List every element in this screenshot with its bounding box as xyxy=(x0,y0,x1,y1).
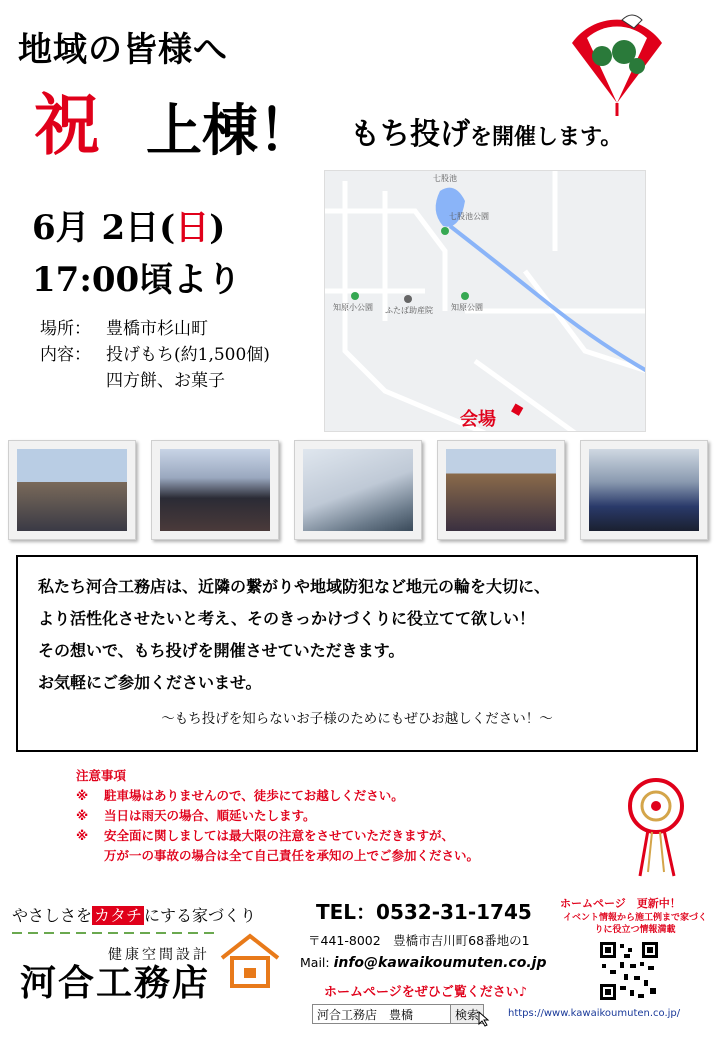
message-line: より活性化させたいと考え、そのきっかけづくりに役立てて欲しい！ xyxy=(38,609,535,628)
content-row-2 xyxy=(40,368,270,394)
caution-item: 万が一の事故の場合は全て自己責任を承知の上でご参加ください。 xyxy=(104,848,480,863)
mochi-title xyxy=(350,117,623,152)
leaf-divider-icon xyxy=(12,926,218,940)
event-time: 17:00頃より xyxy=(32,260,242,300)
message-line: お気軽にご参加くださいませ。 xyxy=(38,673,262,692)
telephone: TEL：0532-31-1745 xyxy=(316,900,532,924)
caution-section xyxy=(76,766,479,866)
caution-title: 注意事項 xyxy=(76,768,127,783)
map-label-park1: 七股池公園 xyxy=(449,212,489,221)
date-prefix: 6月 2日( xyxy=(32,208,176,248)
caution-item: ※ 駐車場はありませんので、徒歩にてお越しください。 xyxy=(76,788,404,803)
place-value: 豊橋市杉山町 xyxy=(106,319,208,339)
photo-strip xyxy=(8,440,708,540)
content-value: 投げもち(約1,500個) xyxy=(106,345,270,365)
house-logo-icon xyxy=(218,930,282,990)
map-label-park2: 知原小公園 xyxy=(333,303,373,312)
website-url[interactable]: https://www.kawaikoumuten.co.jp/ xyxy=(508,1008,681,1019)
mochi-main: もち投げ xyxy=(350,117,470,152)
event-photo xyxy=(151,440,279,540)
mochi-rest: を開催します。 xyxy=(470,125,623,150)
message-box xyxy=(16,555,698,752)
homepage-invite: ホームページをぜひご覧ください♪ xyxy=(324,985,528,1000)
homepage-description: イベント情報から施工例まで家づくりに役立つ情報満載 xyxy=(562,913,707,935)
venue-label: 会場 xyxy=(460,409,496,430)
company-name: 河合工務店 xyxy=(20,962,211,1004)
content-value-2: 四方餅、お菓子 xyxy=(106,371,225,391)
cursor-icon xyxy=(476,1010,492,1028)
event-photo xyxy=(437,440,565,540)
event-details xyxy=(40,316,270,394)
mizuhiki-knot-icon xyxy=(618,772,694,882)
date-suffix: ) xyxy=(209,208,226,248)
fan-decoration-icon xyxy=(562,8,672,118)
caution-item: ※ 当日は雨天の場合、順延いたします。 xyxy=(76,808,316,823)
map-label-park3: 知原公園 xyxy=(451,303,483,312)
headline: 地域の皆様へ xyxy=(18,30,228,70)
content-label: 内容： xyxy=(40,345,91,365)
tagline-highlight: カタチ xyxy=(94,906,143,925)
map-label-clinic: ふたば助産院 xyxy=(385,306,433,315)
place-label: 場所： xyxy=(40,319,91,339)
message-line: 私たち河合工務店は、近隣の繋がりや地域防犯など地元の輪を大切に、 xyxy=(38,577,551,596)
map-label-pond: 七股池 xyxy=(433,174,457,183)
company-subtitle: 健康空間設計 xyxy=(108,947,210,963)
message-note: ～もち投げを知らないお子様のためにもぜひお越しください！～ xyxy=(161,711,553,727)
homepage-update: ホームページ 更新中！ xyxy=(560,897,681,910)
content-row xyxy=(40,342,270,368)
email: Mail: info@kawaikoumuten.co.jp xyxy=(300,955,547,971)
email-address[interactable]: info@kawaikoumuten.co.jp xyxy=(333,955,547,971)
venue-map xyxy=(324,170,646,432)
message-line: その想いで、もち投げを開催させていただきます。 xyxy=(38,641,405,660)
search-query: 河合工務店 豊橋 xyxy=(317,1007,414,1022)
qr-code-icon xyxy=(598,940,660,1002)
event-photo xyxy=(294,440,422,540)
search-bar xyxy=(312,1004,484,1024)
place-row xyxy=(40,316,270,342)
event-date xyxy=(32,200,225,249)
date-day: 日 xyxy=(175,208,210,248)
event-photo xyxy=(580,440,708,540)
search-button: 検索 xyxy=(450,1005,483,1023)
address: 〒441-8002 豊橋市吉川町68番地の1 xyxy=(308,933,530,948)
jotou-title: 上棟！ xyxy=(146,99,314,164)
tagline: やさしさを カタチ にする家づくり xyxy=(12,906,257,925)
caution-item: ※ 安全面に関しましては最大限の注意をさせていただきますが、 xyxy=(76,828,455,843)
celebration-kanji: 祝 xyxy=(34,86,100,164)
event-photo xyxy=(8,440,136,540)
